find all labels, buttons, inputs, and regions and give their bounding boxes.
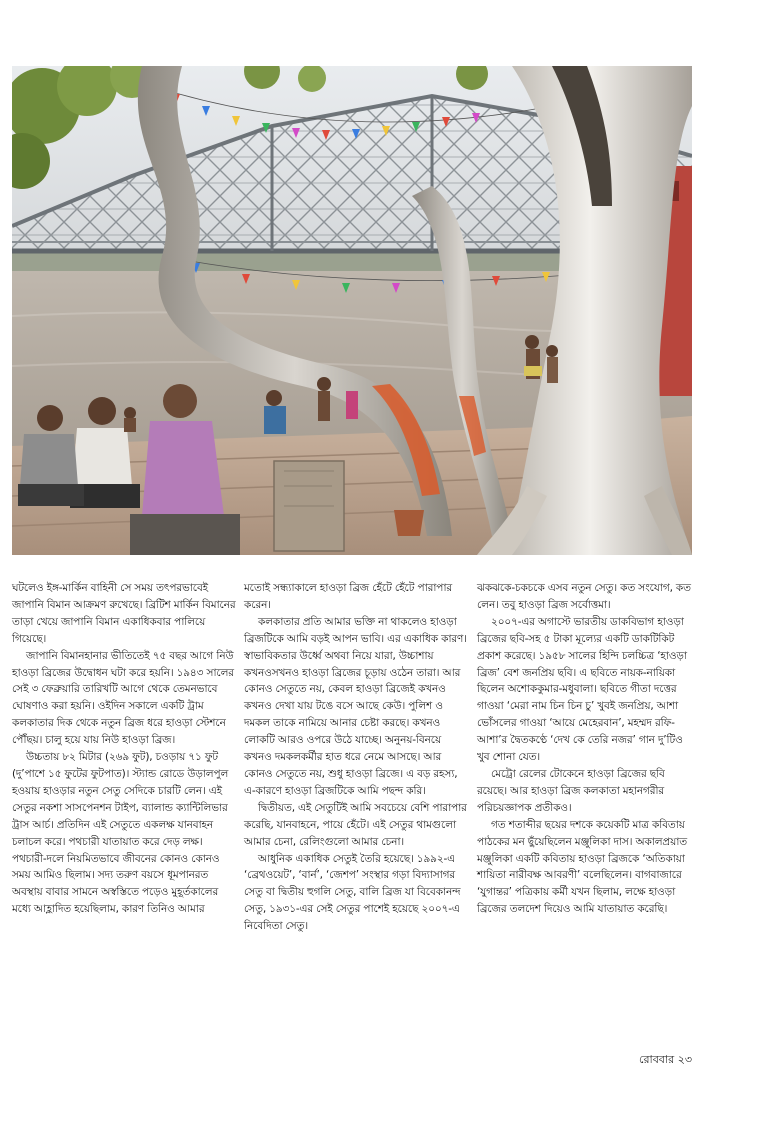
header-photo bbox=[12, 66, 692, 555]
howrah-bridge-ghat-image bbox=[12, 66, 692, 555]
article-paragraph: ঘটলেও ইঙ্গ-মার্কিন বাহিনী সে সময় তৎপরভাবেই জাপানি বিমান আক্রমণ রুখেছে। ব্রিটিশ মার্কিন বিমানের তাড়া খেয়ে জাপানি বিমান একাধিকবার পালিয়ে গিয়েছে। bbox=[12, 582, 236, 645]
article-paragraph: কলকাতার প্রতি আমার ভক্তি না থাকলেও হাওড়া ব্রিজটিকে আমি বড়ই আপন ভাবি। এর একাধিক কারণ। স্বাভাবিকতার উর্ধ্বে অথবা নিয়ে যারা, উচ্চাশায় কখনওসখনও হাওড়া ব্রিজের চূড়ায় ওঠেন তারা। আর কোনও সেতুতে নয়, কেবল হাওড়া ব্রিজেই কখনও কখনও দেখা যায় টঙে বসে আছে কেউ। পুলিশ ও দমকল তাকে নামিয়ে আনার চেষ্টা করছে। কখনও লোকটি আরও ওপরে উঠে যাচ্ছে। অনুনয়-বিনয়ে কখনও দমকলকর্মীর হাত ধরে নেমে আসছে। আর কোনও সেতুতে নয়, শুধু হাওড়া ব্রিজে। এ বড় রহস্য, এ-কারণে হাওড়া ব্রিজটিকে আমি পছন্দ করি। bbox=[244, 615, 467, 797]
article-paragraph: জাপানি বিমানহানার ভীতিতেই ৭৫ বছর আগে নিউ হাওড়া ব্রিজের উদ্বোধন ঘটা করে হয়নি। ১৯৪৩ সালের সেই ৩ ফেব্রুয়ারি তারিখটি আগে থেকে তেমনভাবে ঘোষণাও করা হয়নি। ওইদিন সকালে একটি ট্রাম কলকাতার দিক থেকে নতুন ব্রিজ ধরে হাওড়া স্টেশনে পৌঁছয়। চালু হয়ে যায় নিউ হাওড়া ব্রিজ। bbox=[12, 649, 234, 747]
article-paragraph: উচ্চতায় ৮২ মিটার (২৬৯ ফুট), চওড়ায় ৭১ ফুট (দু’পাশে ১৫ ফুটের ফুটপাত)। স্ট্যান্ড রোডে উড়ালপুল হওয়ায় হাওড়ার নতুন সেতু সেদিকে চারটি লেন। এই সেতুর নকশা সাসপেনশন টাইপ, ব্যালান্ড ক্যান্টিলিভার ট্রাস আর্চ। প্রতিদিন এই সেতুতে একলক্ষ যানবাহন চলাচল করে। পথচারী যাতায়াত করে দেড় লক্ষ। পথচারী-দলে নিয়মিতভাবে জীবনের কোনও কোনও সময় আমিও ছিলাম। সদ্য তরুণ বয়সে ধূমপানরত অবস্থায় বাবার সামনে অস্বস্তিতে পড়েও মুহূর্তকালের মধ্যে আহ্লাদিত হয়েছিলাম, কারণ তিনিও আমার bbox=[12, 751, 229, 916]
article-paragraph: মেট্রো রেলের টোকেনে হাওড়া ব্রিজের ছবি রয়েছে। আর হাওড়া ব্রিজ কলকাতা মহানগরীর পরিচয়জ্ঞাপক প্রতীকও। bbox=[477, 767, 665, 814]
article-column-3 bbox=[477, 580, 692, 918]
article-paragraph: আধুনিক একাধিক সেতুই তৈরি হয়েছে। ১৯৯২-এ ‘ব্রেথওয়েট’, ‘বার্ন’, ‘জেশপ’ সংস্থার গড়া বিদ্যাসাগর সেতু বা দ্বিতীয় হুগলি সেতু, বালি ব্রিজ যা বিবেকানন্দ সেতু, ১৯৩১-এর সেই সেতুর পাশেই হয়েছে ২০০৭-এ নিবেদিতা সেতু। bbox=[244, 852, 461, 933]
article-paragraph: ঝকঝকে-চকচকে এসব নতুন সেতু। কত সংযোগ, কত লেন। তবু হাওড়া ব্রিজ সর্বোত্তমা। bbox=[477, 582, 691, 611]
article-paragraph: মতোই সন্ধ্যাকালে হাওড়া ব্রিজ হেঁটে হেঁটে পারাপার করেন। bbox=[244, 582, 452, 611]
page-footer bbox=[639, 1051, 692, 1070]
article-paragraph: দ্বিতীয়ত, এই সেতুটিই আমি সবচেয়ে বেশি পারাপার করেছি, যানবাহনে, পায়ে হেঁটে। এই সেতুর থামগুলো আমার চেনা, রেলিংগুলো আমার চেনা। bbox=[244, 801, 467, 848]
page-number: ২৩ bbox=[677, 1053, 692, 1066]
article-paragraph: ২০০৭-এর অগাস্টে ভারতীয় ডাকবিভাগ হাওড়া ব্রিজের ছবি-সহ ৫ টাকা মূল্যের একটি ডাকটিকিট প্রকাশ করেছে। ১৯৫৮ সালের হিন্দি চলচ্চিত্র ‘হাওড়া ব্রিজ’ বেশ জনপ্রিয় ছবি। এ ছবিতে নায়ক-নায়িকা ছিলেন অশোককুমার-মধুবালা। ছবিতে গীতা দত্তের গাওয়া ‘মেরা নাম চিন চিন চু’ খুবই জনপ্রিয়, আশা ভোঁসলের গাওয়া ‘আয়ে মেহেরবান’, মহম্মদ রফি-আশা’র দ্বৈতকণ্ঠে ‘দেখ কে তেরি নজর’ গান দু’টিও খুব শোনা যেত। bbox=[477, 615, 687, 764]
article-column-1 bbox=[12, 580, 236, 918]
magazine-name: রোববার bbox=[638, 1053, 675, 1066]
article-column-2 bbox=[244, 580, 468, 935]
article-paragraph: গত শতাব্দীর ছয়ের দশকে কয়েকটি মাত্র কবিতায় পাঠকের মন ছুঁয়েছিলেন মঞ্জুলিকা দাস। অকালপ্রয়াত মঞ্জুলিকা একটি কবিতায় হাওড়া ব্রিজকে ‘অতিকায়া শায়িতা নারীবক্ষ আবরণী’ বলেছিলেন। বাগবাজারে ‘যুগান্তর’ পত্রিকায় কর্মী যখন ছিলাম, লক্ষে হাওড়া ব্রিজের তলদেশ দিয়েও আমি যাতায়াত করেছি। bbox=[477, 818, 687, 916]
